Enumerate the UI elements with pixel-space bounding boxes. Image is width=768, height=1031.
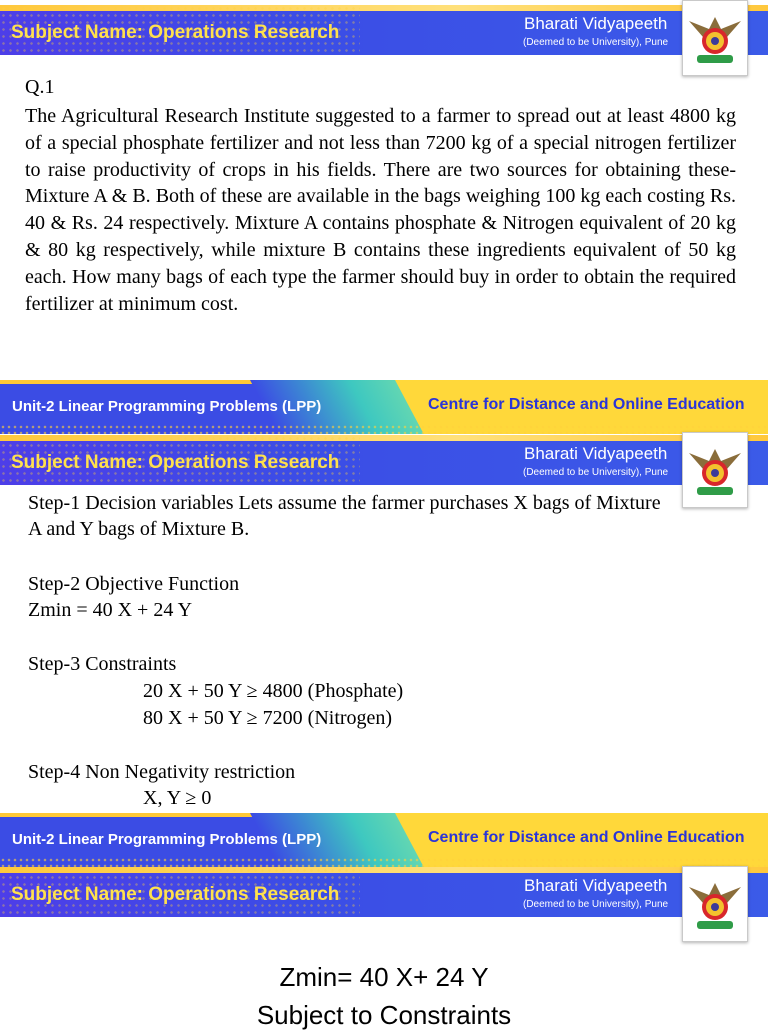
step2-title: Step-2 Objective Function bbox=[28, 573, 240, 595]
university-subtitle: (Deemed to be University), Pune bbox=[523, 37, 669, 48]
footer-dot-pattern bbox=[0, 857, 768, 867]
unit-title: Unit-2 Linear Programming Problems (LPP) bbox=[12, 831, 322, 848]
constraint-phosphate: 20 X + 50 Y ≥ 4800 (Phosphate) bbox=[143, 680, 404, 702]
university-crest-icon bbox=[682, 866, 748, 942]
university-name: Bharati Vidyapeeth bbox=[524, 444, 668, 463]
centre-name: Centre for Distance and Online Education bbox=[428, 829, 745, 846]
slide3-header bbox=[0, 867, 768, 917]
university-subtitle: (Deemed to be University), Pune bbox=[523, 467, 669, 478]
university-name: Bharati Vidyapeeth bbox=[524, 14, 668, 33]
question-label: Q.1 bbox=[25, 76, 55, 98]
slide2-footer bbox=[0, 813, 768, 867]
slide3-subject-to: Subject to Constraints bbox=[256, 1000, 512, 1030]
subject-name: Subject Name: Operations Research bbox=[11, 452, 340, 473]
slide1-header bbox=[0, 5, 768, 55]
subject-name: Subject Name: Operations Research bbox=[11, 884, 340, 905]
unit-title: Unit-2 Linear Programming Problems (LPP) bbox=[12, 398, 322, 415]
step4-title: Step-4 Non Negativity restriction bbox=[28, 761, 296, 783]
slide2-header bbox=[0, 435, 768, 485]
constraint-nitrogen: 80 X + 50 Y ≥ 7200 (Nitrogen) bbox=[143, 707, 393, 729]
step1-text-line2: A and Y bags of Mixture B. bbox=[28, 518, 250, 540]
step1-text-line1: Step-1 Decision variables Lets assume the farmer purchases X bags of Mixture bbox=[28, 492, 661, 514]
step3-title: Step-3 Constraints bbox=[28, 653, 177, 675]
university-name: Bharati Vidyapeeth bbox=[524, 876, 668, 895]
university-crest-icon bbox=[682, 432, 748, 508]
question-text: The Agricultural Research Institute suggested to a farmer to spread out at least 4800 kg of a special phosphate fertilizer and not less than 7200 kg of a special nitrogen fertilizer to raise productivity of crops in his fields. There are two sources for obtaining these-Mixture A & B. Both of these are available in the bags weighing 100 kg each costing Rs. 40 & Rs. 24 respectively. Mixture A contains phosphate & Nitrogen equivalent of 20 kg & 80 kg respectively, while mixture B contains these ingredients equivalent of 50 kg each. How many bags of each type the farmer should buy in order to obtain the required fertilizer at minimum cost. bbox=[25, 105, 736, 315]
slide3-objective: Zmin= 40 X+ 24 Y bbox=[279, 962, 489, 992]
subject-name: Subject Name: Operations Research bbox=[11, 22, 340, 43]
university-crest-icon bbox=[682, 0, 748, 76]
footer-dot-pattern bbox=[0, 424, 768, 434]
non-negativity: X, Y ≥ 0 bbox=[143, 787, 212, 809]
university-subtitle: (Deemed to be University), Pune bbox=[523, 899, 669, 910]
slide1-footer bbox=[0, 380, 768, 434]
objective-function: Zmin = 40 X + 24 Y bbox=[28, 599, 193, 621]
centre-name: Centre for Distance and Online Education bbox=[428, 396, 745, 413]
